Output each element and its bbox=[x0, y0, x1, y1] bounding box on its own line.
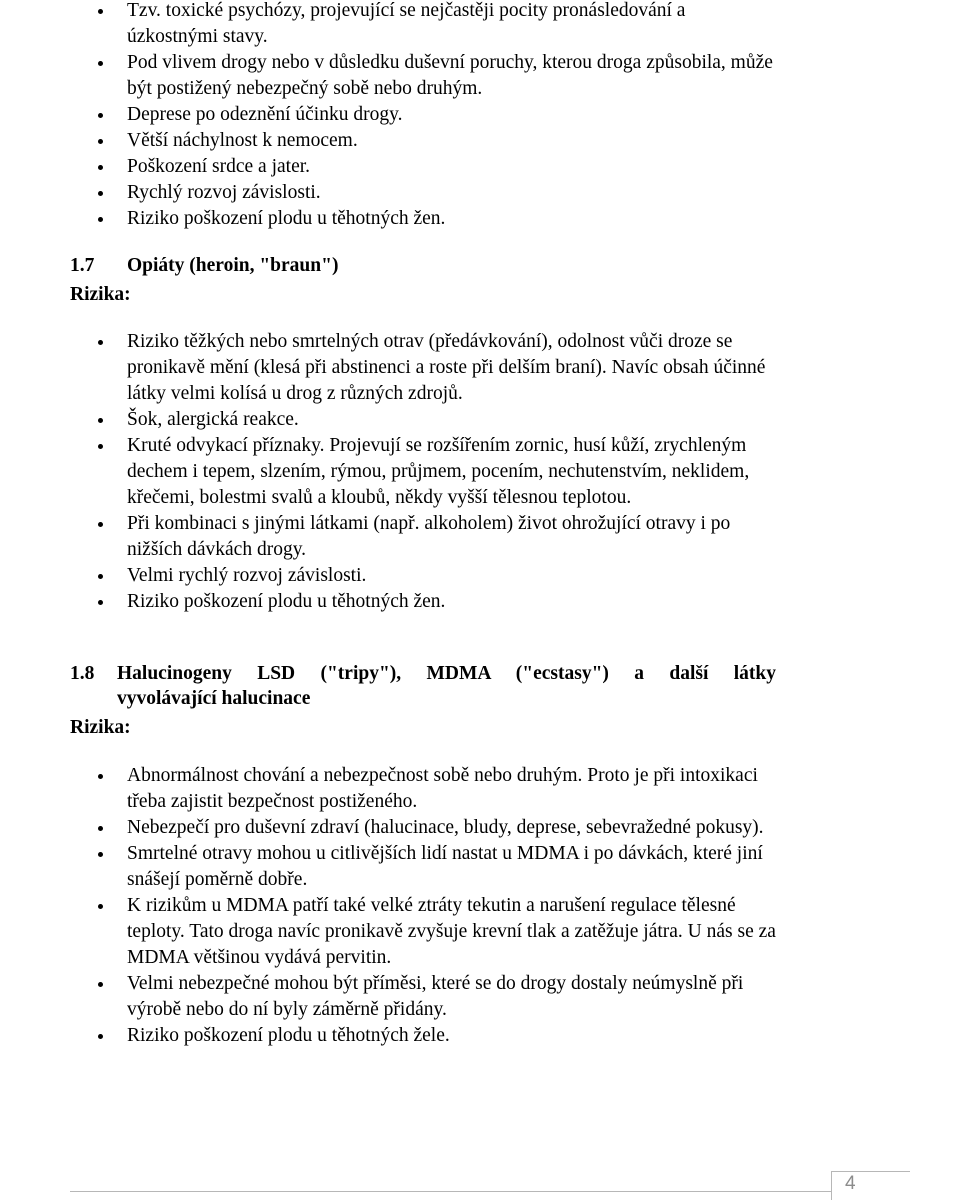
bullet-icon bbox=[98, 774, 103, 779]
list-item: Velmi nebezpečné mohou být příměsi, které se do drogy dostaly neúmyslně při výrobě nebo do ní byly záměrně přidány. bbox=[0, 971, 777, 1023]
bullet-icon bbox=[98, 982, 103, 987]
list-item: Rychlý rozvoj závislosti. bbox=[0, 180, 777, 206]
risks-subheading: Rizika: bbox=[70, 717, 131, 738]
list-item: Smrtelné otravy mohou u citlivějších lidí nastat u MDMA i po dávkách, které jiní snášejí poměrně dobře. bbox=[0, 841, 777, 893]
bullet-icon bbox=[98, 600, 103, 605]
bullet-icon bbox=[98, 852, 103, 857]
footer-rule bbox=[70, 1191, 831, 1192]
list-item: Šok, alergická reakce. bbox=[0, 407, 777, 433]
risks-subheading: Rizika: bbox=[70, 284, 131, 305]
list-item: Poškození srdce a jater. bbox=[0, 154, 777, 180]
bullet-icon bbox=[98, 113, 103, 118]
bullet-icon bbox=[98, 418, 103, 423]
bullet-icon bbox=[98, 522, 103, 527]
list-item: Riziko těžkých nebo smrtelných otrav (předávkování), odolnost vůči droze se pronikavě mění (klesá při abstinenci a roste při delším braní). Navíc obsah účinné látky velmi kolísá u drog z různých zdrojů. bbox=[0, 329, 777, 407]
list-item: Kruté odvykací příznaky. Projevují se rozšířením zornic, husí kůží, zrychleným dechem i tepem, slzením, rýmou, průjmem, pocením, nechutenstvím, neklidem, křečemi, bolestmi svalů a kloubů, někdy vyšší tělesnou teplotou. bbox=[0, 433, 777, 511]
section-title-line: Halucinogeny LSD ("tripy"), MDMA ("ecstasy") a další látky bbox=[117, 663, 776, 684]
section-title-line: vyvolávající halucinace bbox=[117, 687, 311, 709]
list-item: Větší náchylnost k nemocem. bbox=[0, 128, 777, 154]
bullet-icon bbox=[98, 139, 103, 144]
list-item: Tzv. toxické psychózy, projevující se nejčastěji pocity pronásledování a úzkostnými stavy. bbox=[0, 0, 777, 50]
bullet-list bbox=[0, 763, 960, 1049]
page-number-box bbox=[831, 1171, 910, 1200]
list-item: Abnormálnost chování a nebezpečnost sobě nebo druhým. Proto je při intoxikaci třeba zajistit bezpečnost postiženého. bbox=[0, 763, 777, 815]
section-number: 1.8 bbox=[70, 663, 95, 684]
list-item: Pod vlivem drogy nebo v důsledku duševní poruchy, kterou droga způsobila, může být postižený nebezpečný sobě nebo druhým. bbox=[0, 50, 777, 102]
section-title bbox=[117, 662, 776, 711]
bullet-icon bbox=[98, 61, 103, 66]
bullet-icon bbox=[98, 165, 103, 170]
list-item: Riziko poškození plodu u těhotných žen. bbox=[0, 589, 777, 615]
bullet-icon bbox=[98, 444, 103, 449]
list-item: Riziko poškození plodu u těhotných žen. bbox=[0, 206, 777, 232]
list-item: Nebezpečí pro duševní zdraví (halucinace, bludy, deprese, sebevražedné pokusy). bbox=[0, 815, 777, 841]
bullet-icon bbox=[98, 217, 103, 222]
bullet-icon bbox=[98, 9, 103, 14]
risk-list-opiates bbox=[0, 329, 960, 615]
bullet-icon bbox=[98, 904, 103, 909]
section-title: Opiáty (heroin, "braun") bbox=[127, 255, 339, 276]
list-item: K rizikům u MDMA patří také velké ztráty tekutin a narušení regulace tělesné teploty. Tato droga navíc pronikavě zvyšuje krevní tlak a zatěžuje játra. U nás se za MDMA většinou vydává pervitin. bbox=[0, 893, 777, 971]
bullet-icon bbox=[98, 1034, 103, 1039]
list-item: Velmi rychlý rozvoj závislosti. bbox=[0, 563, 777, 589]
page-number: 4 bbox=[845, 1173, 856, 1194]
bullet-icon bbox=[98, 574, 103, 579]
bullet-list bbox=[0, 0, 960, 232]
list-item: Při kombinaci s jinými látkami (např. alkoholem) život ohrožující otravy i po nižších dávkách drogy. bbox=[0, 511, 777, 563]
risk-list-continued bbox=[0, 0, 960, 232]
list-item: Riziko poškození plodu u těhotných žele. bbox=[0, 1023, 777, 1049]
bullet-icon bbox=[98, 191, 103, 196]
bullet-icon bbox=[98, 340, 103, 345]
section-number: 1.7 bbox=[70, 255, 95, 276]
risk-list-hallucinogens bbox=[0, 763, 960, 1049]
list-item: Deprese po odeznění účinku drogy. bbox=[0, 102, 777, 128]
bullet-icon bbox=[98, 826, 103, 831]
bullet-list bbox=[0, 329, 960, 615]
